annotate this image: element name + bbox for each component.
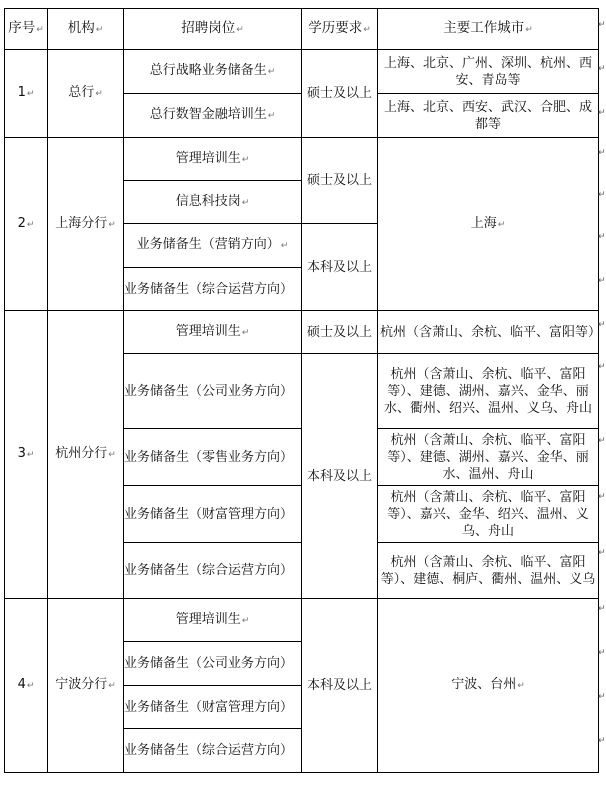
position-cell: 总行数智金融培训生↵ [124,94,302,138]
city-cell: 宁波、台州↵ [378,599,599,773]
org-name: 杭州分行↵ [48,311,124,599]
row-end-marker: ↵ [598,108,606,118]
org-name: 宁波分行↵ [48,599,124,773]
education-cell: 本科及以上 [302,599,378,773]
position-cell: 管理培训生↵ [124,138,302,181]
city-cell: 杭州（含萧山、余杭、临平、富阳等）、建德、湖州、嘉兴、金华、丽水、衢州、绍兴、温州、义乌、舟山 [378,354,599,429]
table-row [5,138,599,181]
header-row [5,9,599,50]
recruitment-table [4,8,602,773]
row-end-marker: ↵ [598,232,606,242]
education-cell: 硕士及以上 [302,311,378,354]
education-cell: 本科及以上 [302,354,378,599]
position-cell: 业务储备生（营销方向）↵ [124,224,302,268]
position-cell: 业务储备生（综合运营方向） [124,729,302,773]
position-cell: 业务储备生（零售业务方向） [124,429,302,486]
row-number: 2↵ [5,138,48,311]
header-no: 序号↵ [5,9,48,50]
city-cell: 杭州（含萧山、余杭、临平、富阳等）、建德、湖州、嘉兴、金华、丽水、温州、舟山 [378,429,599,486]
city-cell: 上海↵ [378,138,599,311]
position-cell: 业务储备生（综合运营方向） [124,268,302,311]
position-cell: 业务储备生（综合运营方向） [124,543,302,599]
row-end-marker: ↵ [598,20,606,30]
row-end-marker: ↵ [598,64,606,74]
row-number: 4↵ [5,599,48,773]
city-cell: 杭州（含萧山、余杭、临平、富阳等） [378,311,599,354]
position-cell: 信息科技岗↵ [124,181,302,224]
table-row [5,599,599,642]
row-number: 1↵ [5,50,48,138]
row-end-marker: ↵ [598,648,606,658]
row-end-marker: ↵ [598,362,606,372]
education-cell: 本科及以上 [302,224,378,311]
row-end-marker: ↵ [598,436,606,446]
city-cell: 上海、北京、西安、武汉、合肥、成都等 [378,94,599,138]
position-cell: 业务储备生（财富管理方向） [124,686,302,729]
position-cell: 管理培训生↵ [124,599,302,642]
city-cell: 上海、北京、广州、深圳、杭州、西安、青岛等 [378,50,599,94]
education-cell: 硕士及以上 [302,50,378,138]
header-city: 主要工作城市↵ [378,9,599,50]
row-end-marker: ↵ [598,320,606,330]
row-end-marker: ↵ [598,604,606,614]
table-row [5,311,599,354]
position-cell: 总行战略业务储备生↵ [124,50,302,94]
org-name: 上海分行↵ [48,138,124,311]
table-row [5,50,599,94]
position-cell: 业务储备生（公司业务方向） [124,642,302,686]
row-end-marker: ↵ [598,148,606,158]
row-end-marker: ↵ [598,492,606,502]
city-cell: 杭州（含萧山、余杭、临平、富阳等）、嘉兴、金华、绍兴、温州、义乌、舟山 [378,486,599,543]
position-cell: 业务储备生（财富管理方向） [124,486,302,543]
city-cell: 杭州（含萧山、余杭、临平、富阳等）、建德、桐庐、衢州、温州、义乌 [378,543,599,599]
row-end-marker: ↵ [598,736,606,746]
row-end-marker: ↵ [598,276,606,286]
header-position: 招聘岗位↵ [124,9,302,50]
row-end-marker: ↵ [598,692,606,702]
header-org: 机构↵ [48,9,124,50]
header-education: 学历要求↵ [302,9,378,50]
row-number: 3↵ [5,311,48,599]
education-cell: 硕士及以上 [302,138,378,224]
row-end-marker: ↵ [598,548,606,558]
row-end-marker: ↵ [598,190,606,200]
org-name: 总行↵ [48,50,124,138]
position-cell: 业务储备生（公司业务方向） [124,354,302,429]
position-cell: 管理培训生↵ [124,311,302,354]
